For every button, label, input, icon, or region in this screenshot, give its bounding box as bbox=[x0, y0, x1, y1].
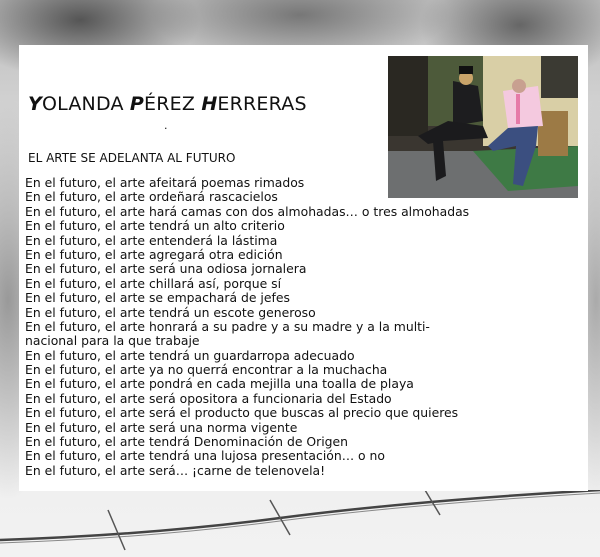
poem-body bbox=[25, 176, 469, 478]
poem-line: En el futuro, el arte honrará a su padre y a su madre y a la multi- bbox=[25, 318, 430, 334]
author-name bbox=[28, 93, 307, 115]
poem-line: En el futuro, el arte tendrá Denominación de Origen bbox=[25, 434, 349, 450]
poem-line: En el futuro, el arte ya no querrá encontrar a la muchacha bbox=[25, 362, 388, 378]
poem-line: En el futuro, el arte será una norma vigente bbox=[25, 419, 298, 435]
poem-line: En el futuro, el arte tendrá una lujosa presentación… o no bbox=[25, 448, 385, 464]
poem-line: En el futuro, el arte tendrá un escote generoso bbox=[25, 304, 316, 320]
poem-line: En el futuro, el arte pondrá en cada mejilla una toalla de playa bbox=[25, 376, 414, 392]
poem-line: En el futuro, el arte será opositora a funcionaria del Estado bbox=[25, 390, 392, 406]
name-part: ERRERAS bbox=[217, 93, 307, 115]
poem-line: En el futuro, el arte ordeñará rascacielos bbox=[25, 189, 278, 205]
author-photo bbox=[388, 56, 578, 198]
poem-line: En el futuro, el arte hará camas con dos almohadas… o tres almohadas bbox=[25, 203, 470, 219]
poem-line: En el futuro, el arte entenderá la lástima bbox=[25, 232, 278, 248]
name-part: ÉREZ bbox=[144, 93, 202, 115]
poem-line: En el futuro, el arte será… ¡carne de telenovela! bbox=[25, 462, 326, 478]
poem-line: En el futuro, el arte tendrá un guardarropa adecuado bbox=[25, 347, 355, 363]
barbed-wire-decoration bbox=[0, 490, 600, 557]
poem-line: En el futuro, el arte se empachará de jefes bbox=[25, 290, 290, 306]
poem-line: nacional para la que trabaje bbox=[25, 333, 200, 349]
poem-line: En el futuro, el arte será una odiosa jornalera bbox=[25, 261, 307, 277]
initial: H bbox=[201, 93, 218, 115]
initial: P bbox=[129, 93, 145, 115]
poem-line: En el futuro, el arte afeitará poemas rimados bbox=[25, 175, 305, 190]
separator-dot: . bbox=[164, 119, 168, 132]
poem-line: En el futuro, el arte agregará otra edición bbox=[25, 246, 283, 262]
poem-line: En el futuro, el arte será el producto que buscas al precio que quieres bbox=[25, 405, 459, 421]
poem-title: EL ARTE SE ADELANTA AL FUTURO bbox=[28, 151, 236, 165]
poem-line: En el futuro, el arte tendrá un alto criterio bbox=[25, 218, 285, 234]
initial: Y bbox=[28, 93, 42, 115]
content-panel bbox=[19, 45, 588, 491]
name-part: OLANDA bbox=[41, 93, 130, 115]
poem-line: En el futuro, el arte chillará así, porque sí bbox=[25, 275, 282, 291]
